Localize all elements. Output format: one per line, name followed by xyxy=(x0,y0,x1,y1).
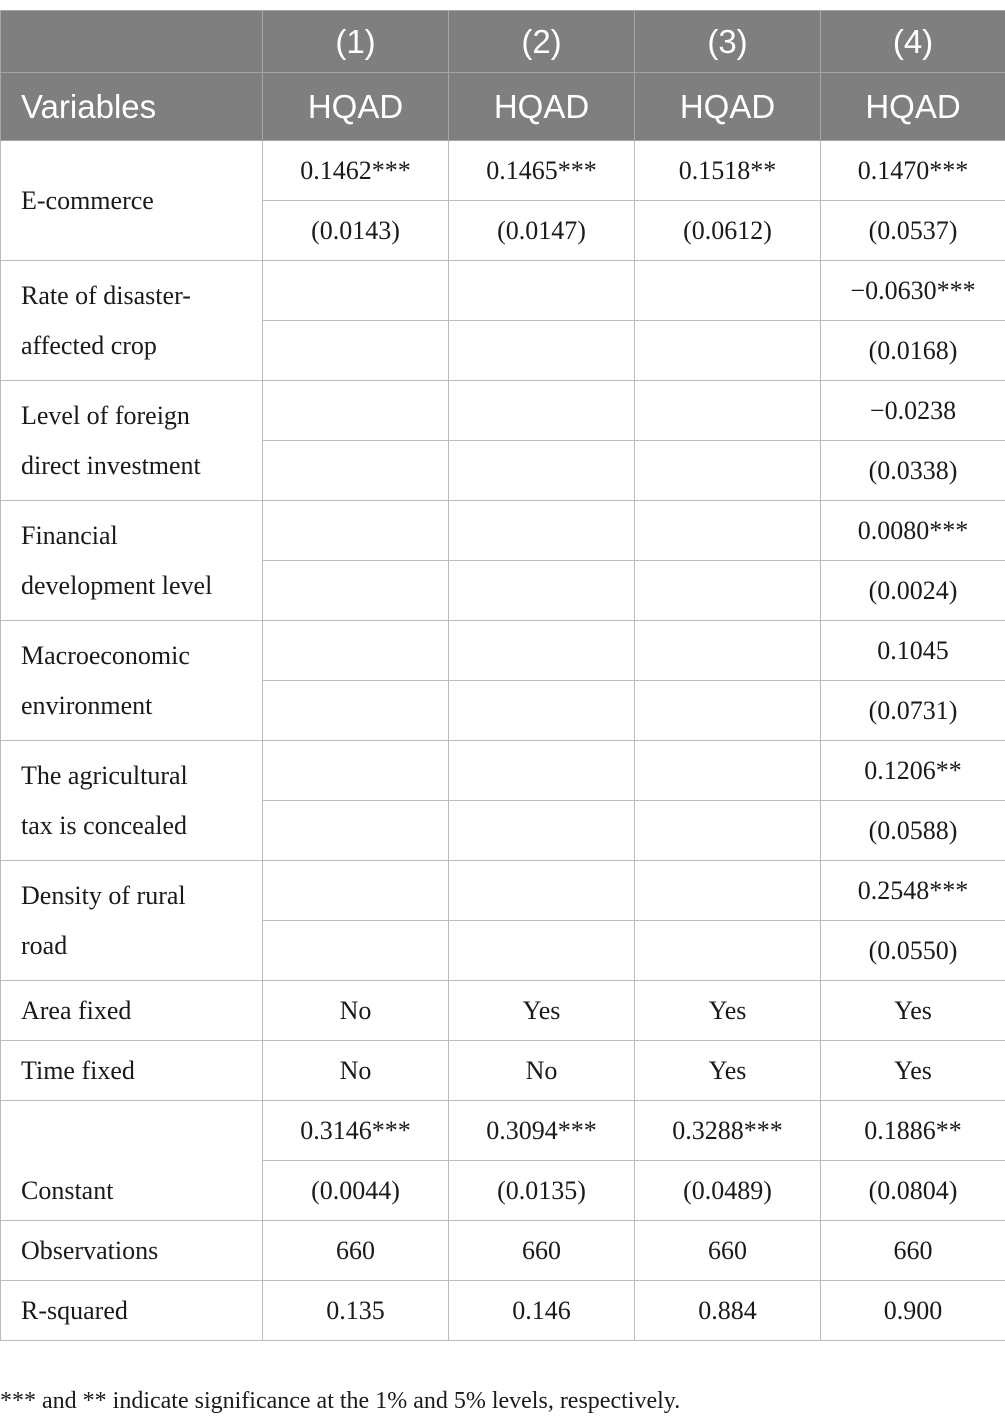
empty-cell xyxy=(635,741,821,801)
table-row xyxy=(1,621,1005,681)
table-row xyxy=(1,741,1005,801)
empty-cell xyxy=(635,801,821,861)
header-corner xyxy=(1,11,263,73)
coefficient-cell: 0.1886** xyxy=(821,1101,1005,1161)
table-row xyxy=(1,1221,1005,1281)
table-row xyxy=(1,861,1005,921)
table-row xyxy=(1,261,1005,321)
label-line: environment xyxy=(21,690,153,720)
label-line: road xyxy=(21,930,68,960)
header-row-depvar xyxy=(1,73,1005,141)
empty-cell xyxy=(263,561,449,621)
coefficient-cell: 0.3146*** xyxy=(263,1101,449,1161)
table-row xyxy=(1,1041,1005,1101)
empty-cell xyxy=(449,561,635,621)
coefficient-cell: 0.3288*** xyxy=(635,1101,821,1161)
row-label-agtax xyxy=(1,741,263,861)
observations-cell: 660 xyxy=(635,1221,821,1281)
empty-cell xyxy=(449,501,635,561)
header-row-numbers xyxy=(1,11,1005,73)
observations-cell: 660 xyxy=(449,1221,635,1281)
std-error-cell: (0.0024) xyxy=(821,561,1005,621)
empty-cell xyxy=(263,321,449,381)
empty-cell xyxy=(449,801,635,861)
row-label-macro xyxy=(1,621,263,741)
empty-cell xyxy=(635,621,821,681)
empty-cell xyxy=(449,621,635,681)
fixed-effect-cell: Yes xyxy=(821,1041,1005,1101)
table-row xyxy=(1,381,1005,441)
row-label-road xyxy=(1,861,263,981)
label-line: Density of rural xyxy=(21,880,186,910)
fixed-effect-cell: Yes xyxy=(635,981,821,1041)
table-row xyxy=(1,1101,1005,1161)
coefficient-cell: −0.0238 xyxy=(821,381,1005,441)
std-error-cell: (0.0135) xyxy=(449,1161,635,1221)
empty-cell xyxy=(635,681,821,741)
label-line: Rate of disaster- xyxy=(21,280,191,310)
table-body xyxy=(1,141,1005,1341)
variables-header: Variables xyxy=(1,73,263,141)
std-error-cell: (0.0489) xyxy=(635,1161,821,1221)
row-label-time-fixed: Time fixed xyxy=(1,1041,263,1101)
coefficient-cell: 0.2548*** xyxy=(821,861,1005,921)
label-line: development level xyxy=(21,570,213,600)
table-row xyxy=(1,981,1005,1041)
coefficient-cell: 0.1465*** xyxy=(449,141,635,201)
std-error-cell: (0.0338) xyxy=(821,441,1005,501)
observations-cell: 660 xyxy=(821,1221,1005,1281)
regression-table xyxy=(0,10,1005,1341)
column-number: (4) xyxy=(821,11,1005,73)
empty-cell xyxy=(449,741,635,801)
label-line: Financial xyxy=(21,520,118,550)
label-line: affected crop xyxy=(21,330,157,360)
fixed-effect-cell: No xyxy=(449,1041,635,1101)
empty-cell xyxy=(263,441,449,501)
coefficient-cell: 0.3094*** xyxy=(449,1101,635,1161)
empty-cell xyxy=(449,921,635,981)
row-label-area-fixed: Area fixed xyxy=(1,981,263,1041)
empty-cell xyxy=(449,861,635,921)
label-line: The agricultural xyxy=(21,760,188,790)
empty-cell xyxy=(263,801,449,861)
r-squared-cell: 0.146 xyxy=(449,1281,635,1341)
r-squared-cell: 0.884 xyxy=(635,1281,821,1341)
empty-cell xyxy=(263,861,449,921)
empty-cell xyxy=(635,381,821,441)
r-squared-cell: 0.135 xyxy=(263,1281,449,1341)
empty-cell xyxy=(449,321,635,381)
empty-cell xyxy=(263,741,449,801)
table-footnote: *** and ** indicate significance at the 1% and 5% levels, respectively. xyxy=(0,1388,681,1414)
column-number: (3) xyxy=(635,11,821,73)
std-error-cell: (0.0612) xyxy=(635,201,821,261)
empty-cell xyxy=(635,921,821,981)
label-line: Macroeconomic xyxy=(21,640,190,670)
dependent-variable-header: HQAD xyxy=(821,73,1005,141)
fixed-effect-cell: No xyxy=(263,1041,449,1101)
coefficient-cell: 0.0080*** xyxy=(821,501,1005,561)
empty-cell xyxy=(449,441,635,501)
label-line: Level of foreign xyxy=(21,400,190,430)
table-row xyxy=(1,1281,1005,1341)
row-label-ecommerce: E-commerce xyxy=(1,141,263,261)
empty-cell xyxy=(635,501,821,561)
empty-cell xyxy=(449,261,635,321)
fixed-effect-cell: No xyxy=(263,981,449,1041)
empty-cell xyxy=(635,261,821,321)
r-squared-cell: 0.900 xyxy=(821,1281,1005,1341)
coefficient-cell: 0.1462*** xyxy=(263,141,449,201)
coefficient-cell: 0.1518** xyxy=(635,141,821,201)
std-error-cell: (0.0537) xyxy=(821,201,1005,261)
empty-cell xyxy=(263,681,449,741)
empty-cell xyxy=(635,861,821,921)
std-error-cell: (0.0588) xyxy=(821,801,1005,861)
column-number: (2) xyxy=(449,11,635,73)
column-number: (1) xyxy=(263,11,449,73)
row-label-r-squared: R-squared xyxy=(1,1281,263,1341)
fixed-effect-cell: Yes xyxy=(449,981,635,1041)
empty-cell xyxy=(635,321,821,381)
empty-cell xyxy=(263,921,449,981)
row-label-observations: Observations xyxy=(1,1221,263,1281)
std-error-cell: (0.0147) xyxy=(449,201,635,261)
table-row xyxy=(1,501,1005,561)
empty-cell xyxy=(449,681,635,741)
empty-cell xyxy=(263,381,449,441)
empty-cell xyxy=(263,621,449,681)
row-label-fdi xyxy=(1,381,263,501)
empty-cell xyxy=(449,381,635,441)
label-line: direct investment xyxy=(21,450,201,480)
label-line: tax is concealed xyxy=(21,810,188,840)
row-label-constant: Constant xyxy=(1,1101,263,1221)
std-error-cell: (0.0731) xyxy=(821,681,1005,741)
std-error-cell: (0.0550) xyxy=(821,921,1005,981)
observations-cell: 660 xyxy=(263,1221,449,1281)
coefficient-cell: 0.1206** xyxy=(821,741,1005,801)
empty-cell xyxy=(635,441,821,501)
table-row xyxy=(1,141,1005,201)
fixed-effect-cell: Yes xyxy=(821,981,1005,1041)
fixed-effect-cell: Yes xyxy=(635,1041,821,1101)
dependent-variable-header: HQAD xyxy=(263,73,449,141)
empty-cell xyxy=(635,561,821,621)
coefficient-cell: 0.1470*** xyxy=(821,141,1005,201)
coefficient-cell: −0.0630*** xyxy=(821,261,1005,321)
dependent-variable-header: HQAD xyxy=(449,73,635,141)
row-label-disaster xyxy=(1,261,263,381)
std-error-cell: (0.0168) xyxy=(821,321,1005,381)
empty-cell xyxy=(263,501,449,561)
dependent-variable-header: HQAD xyxy=(635,73,821,141)
std-error-cell: (0.0143) xyxy=(263,201,449,261)
std-error-cell: (0.0804) xyxy=(821,1161,1005,1221)
table-header xyxy=(1,11,1005,141)
row-label-financial xyxy=(1,501,263,621)
std-error-cell: (0.0044) xyxy=(263,1161,449,1221)
coefficient-cell: 0.1045 xyxy=(821,621,1005,681)
empty-cell xyxy=(263,261,449,321)
